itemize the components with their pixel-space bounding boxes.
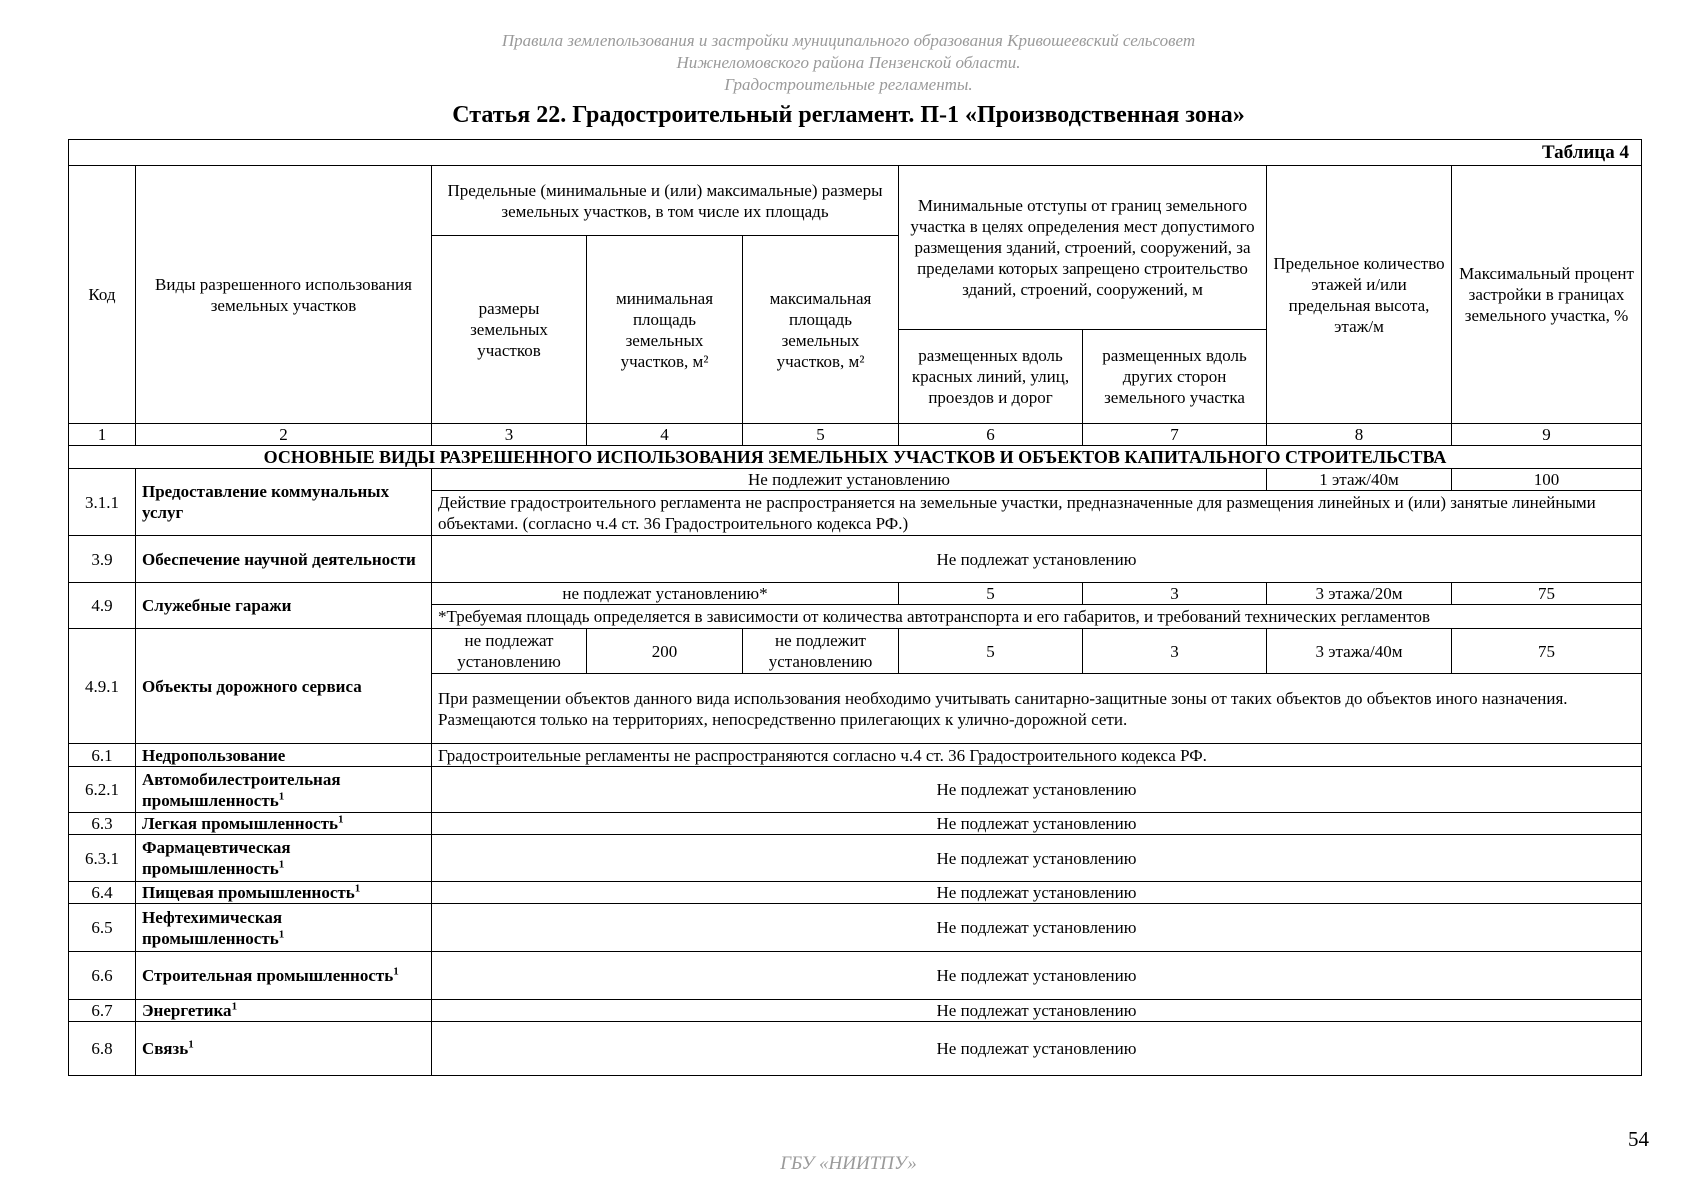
document-header <box>0 30 1697 96</box>
row-note: Действие градостроительного регламента не распространяется на земельные участки, предназначенные для размещения линейных и (или) занятые линейными объектами. (согласно ч.4 ст. 36 Градостроительного кодекса РФ.) <box>432 491 1642 536</box>
row-value: Не подлежат установлению <box>432 1022 1642 1076</box>
row-use-name <box>136 835 432 882</box>
col-header-plot-sizes: размеры земельных участков <box>432 236 587 424</box>
table-row <box>69 904 1642 952</box>
table-row <box>69 767 1642 813</box>
col-header-setback-other: размещенных вдоль других сторон земельного участка <box>1083 330 1267 424</box>
regulation-table <box>68 139 1642 1076</box>
row-value: Не подлежат установлению <box>432 767 1642 813</box>
table-label: Таблица 4 <box>69 140 1642 166</box>
page-title: Статья 22. Градостроительный регламент. П-1 «Производственная зона» <box>452 102 1245 128</box>
row-note-line: Размещаются только на территориях, непосредственно прилегающих к улично-дорожной сети. <box>438 709 1128 729</box>
row-use-name <box>136 882 432 904</box>
col-header-min-area: минимальная площадь земельных участков, м² <box>587 236 743 424</box>
footnote-mark: 1 <box>278 789 285 802</box>
column-number: 1 <box>69 424 136 446</box>
row-use-name: Служебные гаражи <box>136 583 432 629</box>
col-header-floors: Предельное количество этажей и/или предельная высота, этаж/м <box>1267 166 1452 424</box>
row-use-name-text: Пищевая промышленность <box>142 883 355 902</box>
footnote-mark: 1 <box>278 927 285 940</box>
row-code: 3.9 <box>69 536 136 583</box>
page-number: 54 <box>1628 1127 1649 1151</box>
table-row <box>69 469 1642 491</box>
row-code: 6.5 <box>69 904 136 952</box>
row-use-name: Предоставление коммунальных услуг <box>136 469 432 536</box>
footnote-mark: 1 <box>278 858 285 871</box>
row-value: Градостроительные регламенты не распространяются согласно ч.4 ст. 36 Градостроительного кодекса РФ. <box>432 744 1642 767</box>
row-code: 6.6 <box>69 952 136 1000</box>
footnote-mark: 1 <box>188 1038 194 1051</box>
table-label-row <box>69 140 1642 166</box>
row-use-name-text: Автомобилестроительная промышленность <box>142 769 341 810</box>
row-code: 6.8 <box>69 1022 136 1076</box>
row-coverage: 100 <box>1452 469 1642 491</box>
col-header-setback-group: Минимальные отступы от границ земельного участка в целях определения мест допустимого размещения зданий, строений, сооружений, за пределами которых запрещено строительство зданий, строений, сооружений, м <box>899 166 1267 330</box>
section-title: ОСНОВНЫЕ ВИДЫ РАЗРЕШЕННОГО ИСПОЛЬЗОВАНИЯ ЗЕМЕЛЬНЫХ УЧАСТКОВ И ОБЪЕКТОВ КАПИТАЛЬНОГО СТРОИТЕЛЬСТВА <box>69 446 1642 469</box>
row-use-name-text: Легкая промышленность <box>142 814 338 833</box>
row-value: Не подлежат установлению <box>432 882 1642 904</box>
column-number: 2 <box>136 424 432 446</box>
row-note <box>432 674 1642 744</box>
col-header-use: Виды разрешенного использования земельных участков <box>136 166 432 424</box>
col-header-setback-red: размещенных вдоль красных линий, улиц, проездов и дорог <box>899 330 1083 424</box>
table-row <box>69 583 1642 605</box>
row-use-name <box>136 767 432 813</box>
column-number-row <box>69 424 1642 446</box>
row-use-name <box>136 952 432 1000</box>
row-use-name <box>136 904 432 952</box>
footnote-mark: 1 <box>338 813 344 826</box>
table-row <box>69 536 1642 583</box>
header-line-1: Правила землепользования и застройки муниципального образования Кривошеевский сельсовет <box>501 31 1196 50</box>
row-use-name-text: Строительная промышленность <box>142 966 394 985</box>
row-value: Не подлежат установлению <box>432 1000 1642 1022</box>
row-code: 4.9.1 <box>69 629 136 744</box>
col-header-plot-group: Предельные (минимальные и (или) максимальные) размеры земельных участков, в том числе их площадь <box>432 166 899 236</box>
row-use-name <box>136 1000 432 1022</box>
table-row <box>69 1022 1642 1076</box>
row-value: Не подлежат установлению <box>432 835 1642 882</box>
header-line-2: Нижнеломовского района Пензенской области. <box>676 53 1021 72</box>
column-number: 8 <box>1267 424 1452 446</box>
row-code: 6.1 <box>69 744 136 767</box>
row-coverage: 75 <box>1452 583 1642 605</box>
row-use-name-text: Связь <box>142 1039 189 1058</box>
row-value: Не подлежат установлению <box>432 952 1642 1000</box>
row-use-name-text: Нефтехимическая промышленность <box>142 907 283 948</box>
row-use-name-text: Энергетика <box>142 1001 232 1020</box>
row-use-name-text: Фармацевтическая промышленность <box>142 838 291 878</box>
row-limits: Не подлежит установлению <box>432 469 1267 491</box>
row-min-area: 200 <box>587 629 743 674</box>
row-code: 4.9 <box>69 583 136 629</box>
row-floors: 3 этажа/40м <box>1267 629 1452 674</box>
column-number: 4 <box>587 424 743 446</box>
row-use-name: Объекты дорожного сервиса <box>136 629 432 744</box>
row-use-name: Обеспечение научной деятельности <box>136 536 432 583</box>
footnote-mark: 1 <box>354 882 361 895</box>
row-plot-sizes: не подлежат установлению <box>432 629 587 674</box>
footnote-mark: 1 <box>393 965 399 978</box>
table-row <box>69 629 1642 674</box>
table-row <box>69 835 1642 882</box>
row-use-name <box>136 813 432 835</box>
row-setback-other: 3 <box>1083 583 1267 605</box>
row-value: Не подлежат установлению <box>432 813 1642 835</box>
table-row <box>69 952 1642 1000</box>
table-row <box>69 1000 1642 1022</box>
row-coverage: 75 <box>1452 629 1642 674</box>
column-number: 6 <box>899 424 1083 446</box>
column-number: 9 <box>1452 424 1642 446</box>
row-value: Не подлежат установлению <box>432 904 1642 952</box>
col-header-code: Код <box>69 166 136 424</box>
col-header-coverage: Максимальный процент застройки в границах земельного участка, % <box>1452 166 1642 424</box>
row-value: Не подлежат установлению <box>432 536 1642 583</box>
table-row <box>69 813 1642 835</box>
footnote-mark: 1 <box>231 1000 238 1013</box>
column-number: 5 <box>743 424 899 446</box>
row-use-name: Недропользование <box>136 744 432 767</box>
row-note-line: При размещении объектов данного вида использования необходимо учитывать санитарно-защитные зоны от таких объектов до объектов иного назначения. <box>438 688 1568 708</box>
header-line-3: Градостроительные регламенты. <box>724 75 973 94</box>
column-number: 3 <box>432 424 587 446</box>
row-code: 6.2.1 <box>69 767 136 813</box>
table-row <box>69 882 1642 904</box>
row-use-name <box>136 1022 432 1076</box>
row-max-area: не подлежит установлению <box>743 629 899 674</box>
row-plot: не подлежат установлению* <box>432 583 899 605</box>
row-code: 6.7 <box>69 1000 136 1022</box>
row-code: 6.3 <box>69 813 136 835</box>
row-floors: 1 этаж/40м <box>1267 469 1452 491</box>
row-setback-red: 5 <box>899 629 1083 674</box>
row-code: 6.3.1 <box>69 835 136 882</box>
header-row-1 <box>69 166 1642 236</box>
row-code: 6.4 <box>69 882 136 904</box>
row-setback-red: 5 <box>899 583 1083 605</box>
row-note: *Требуемая площадь определяется в зависимости от количества автотранспорта и его габаритов, и требований технических регламентов <box>432 605 1642 629</box>
document-footer: ГБУ «НИИТПУ» <box>780 1153 917 1174</box>
col-header-max-area: максимальная площадь земельных участков, м² <box>743 236 899 424</box>
section-row <box>69 446 1642 469</box>
row-code: 3.1.1 <box>69 469 136 536</box>
row-setback-other: 3 <box>1083 629 1267 674</box>
table-row <box>69 744 1642 767</box>
row-floors: 3 этажа/20м <box>1267 583 1452 605</box>
column-number: 7 <box>1083 424 1267 446</box>
